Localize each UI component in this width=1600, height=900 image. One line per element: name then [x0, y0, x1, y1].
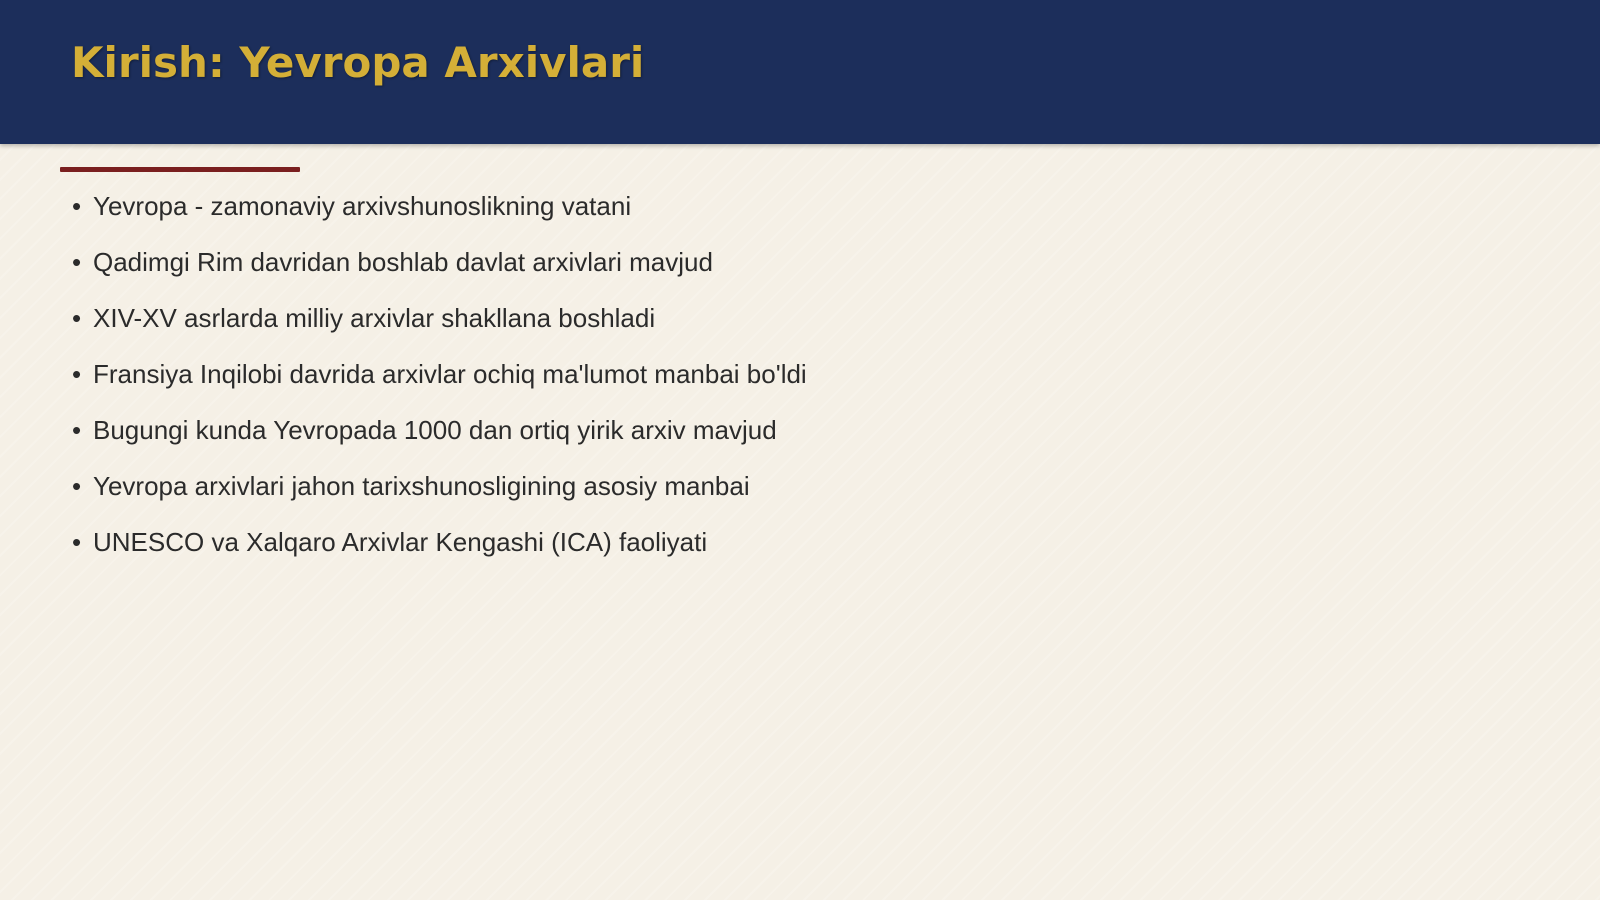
slide-title: Kirish: Yevropa Arxivlari — [71, 38, 645, 87]
bullet-item — [72, 242, 807, 298]
bullet-dot-icon: • — [72, 359, 82, 389]
bullet-list — [72, 186, 807, 578]
bullet-text: Yevropa - zamonaviy arxivshunoslikning vatani — [93, 191, 632, 221]
bullet-dot-icon: • — [72, 471, 82, 501]
bullet-dot-icon: • — [72, 527, 82, 557]
bullet-text: UNESCO va Xalqaro Arxivlar Kengashi (ICA) faoliyati — [93, 527, 708, 557]
bullet-item — [72, 354, 807, 410]
bullet-text: Qadimgi Rim davridan boshlab davlat arxivlari mavjud — [93, 247, 713, 277]
accent-divider — [60, 167, 300, 172]
bullet-dot-icon: • — [72, 247, 82, 277]
bullet-item — [72, 466, 807, 522]
bullet-dot-icon: • — [72, 415, 82, 445]
bullet-dot-icon: • — [72, 303, 82, 333]
bullet-item — [72, 186, 807, 242]
bullet-item — [72, 410, 807, 466]
bullet-text: Fransiya Inqilobi davrida arxivlar ochiq ma'lumot manbai bo'ldi — [93, 359, 807, 389]
bullet-text: XIV-XV asrlarda milliy arxivlar shakllana boshladi — [93, 303, 656, 333]
bullet-dot-icon: • — [72, 191, 82, 221]
title-bar — [0, 0, 1600, 144]
bullet-item — [72, 522, 807, 578]
bullet-item — [72, 298, 807, 354]
bullet-text: Yevropa arxivlari jahon tarixshunosligining asosiy manbai — [93, 471, 750, 501]
bullet-text: Bugungi kunda Yevropada 1000 dan ortiq yirik arxiv mavjud — [93, 415, 777, 445]
